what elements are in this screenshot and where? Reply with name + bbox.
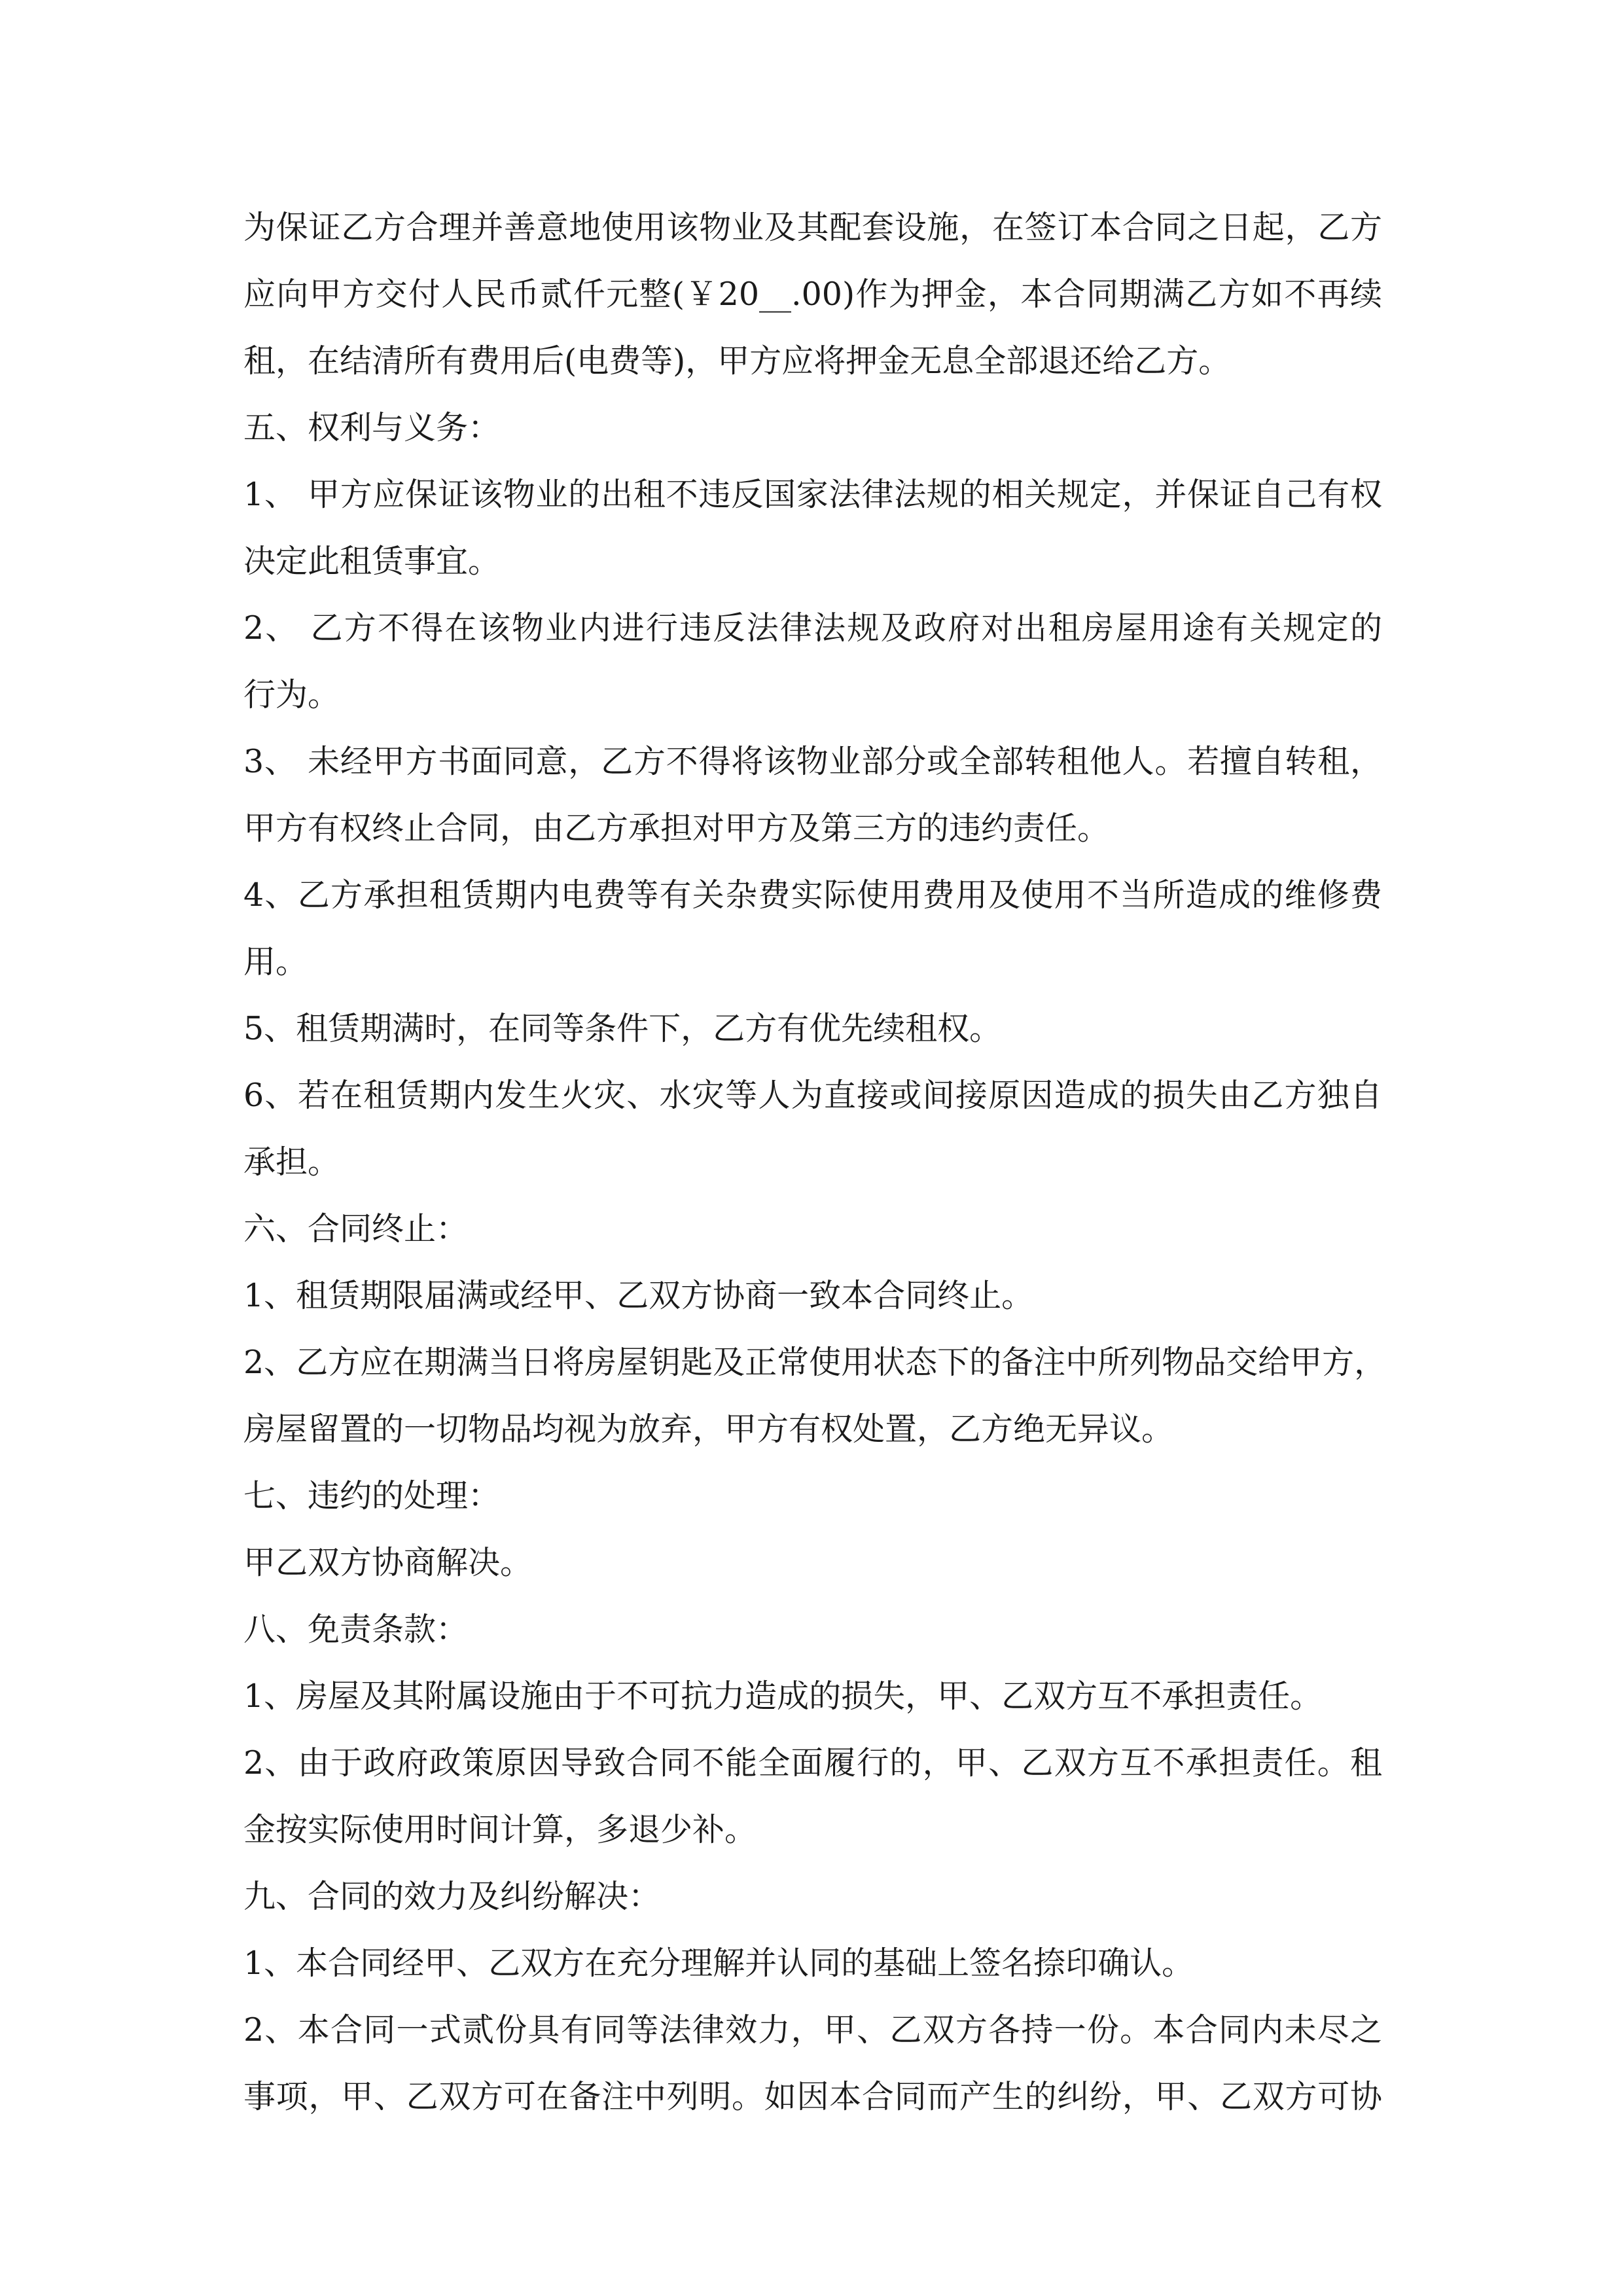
section-heading: 五、权利与义务： [243, 409, 501, 446]
text-line: 甲方有权终止合同，由乙方承担对甲方及第三方的违约责任。 [243, 810, 1110, 847]
text-line: 承担。 [243, 1143, 340, 1181]
text-line: 用。 [243, 943, 308, 980]
text-line: 房屋留置的一切物品均视为放弃，甲方有权处置，乙方绝无异议。 [243, 1410, 1174, 1448]
text-line: 6、若在租赁期内发生火灾、水灾等人为直接或间接原因造成的损失由乙方独自 [243, 1077, 1382, 1114]
text-line: 4、乙方承担租赁期内电费等有关杂费实际使用费用及使用不当所造成的维修费 [243, 876, 1382, 914]
text-line: 租，在结清所有费用后(电费等)，甲方应将押金无息全部退还给乙方。 [243, 342, 1231, 380]
text-line: 1、 甲方应保证该物业的出租不违反国家法律法规的相关规定，并保证自己有权 [243, 476, 1382, 513]
text-line: 1、租赁期限届满或经甲、乙双方协商一致本合同终止。 [243, 1277, 1034, 1314]
section-heading: 九、合同的效力及纠纷解决： [243, 1878, 661, 1915]
text-line: 行为。 [243, 676, 340, 713]
text-line: 3、 未经甲方书面同意，乙方不得将该物业部分或全部转租他人。若擅自转租， [243, 743, 1382, 780]
section-heading: 六、合同终止： [243, 1210, 469, 1247]
text-line: 2、乙方应在期满当日将房屋钥匙及正常使用状态下的备注中所列物品交给甲方， [243, 1344, 1387, 1381]
text-line: 5、租赁期满时，在同等条件下，乙方有优先续租权。 [243, 1010, 1002, 1047]
text-line: 1、房屋及其附属设施由于不可抗力造成的损失，甲、乙双方互不承担责任。 [243, 1677, 1323, 1715]
text-line: 事项，甲、乙双方可在备注中列明。如因本合同而产生的纠纷，甲、乙双方可协 [243, 2078, 1382, 2115]
text-line: 2、由于政府政策原因导致合同不能全面履行的，甲、乙双方互不承担责任。租 [243, 1744, 1382, 1782]
text-line: 甲乙双方协商解决。 [243, 1544, 533, 1581]
text-line: 2、 乙方不得在该物业内进行违反法律法规及政府对出租房屋用途有关规定的 [243, 609, 1382, 647]
section-heading: 七、违约的处理： [243, 1477, 501, 1515]
text-line: 决定此租赁事宜。 [243, 543, 501, 580]
text-line: 1、本合同经甲、乙双方在充分理解并认同的基础上签名捺印确认。 [243, 1945, 1194, 1982]
text-line: 金按实际使用时间计算，多退少补。 [243, 1811, 757, 1848]
text-line: 2、本合同一式贰份具有同等法律效力，甲、乙双方各持一份。本合同内未尽之 [243, 2011, 1382, 2049]
section-heading: 八、免责条款： [243, 1611, 469, 1648]
text-line: 应向甲方交付人民币贰仟元整(￥20__.00)作为押金，本合同期满乙方如不再续 [243, 276, 1382, 313]
text-line: 为保证乙方合理并善意地使用该物业及其配套设施，在签订本合同之日起，乙方 [243, 209, 1382, 246]
